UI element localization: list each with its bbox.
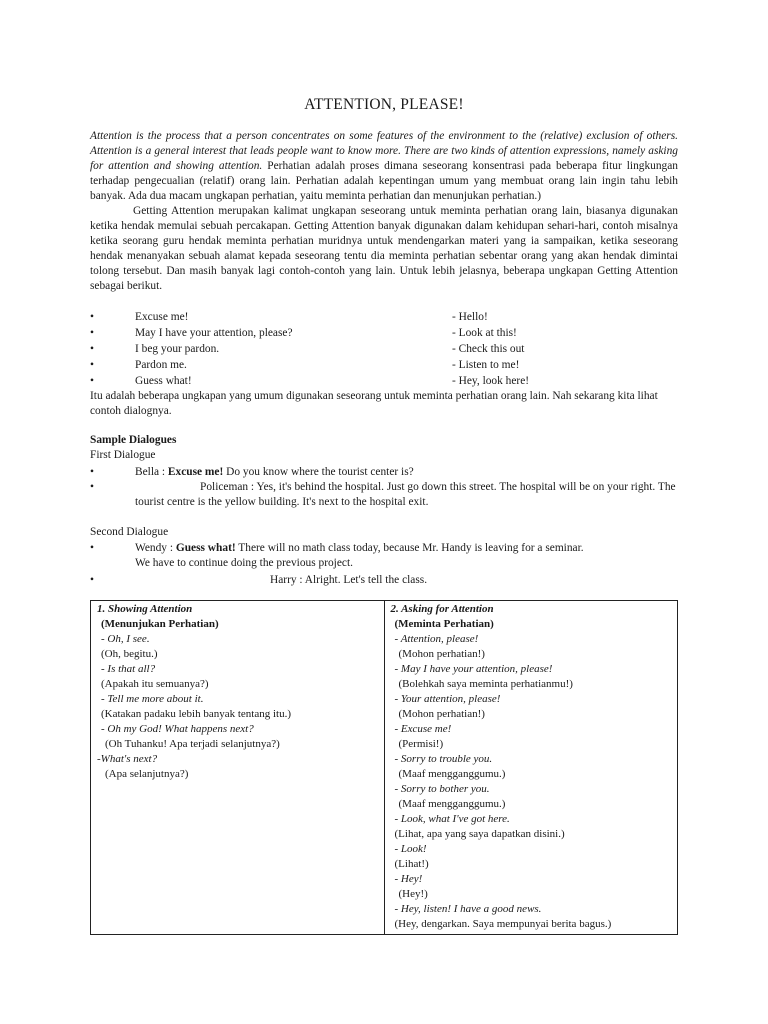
expression-id: (Oh Tuhanku! Apa terjadi selanjutnya?) (105, 738, 280, 750)
column-heading: 2. Asking for Attention (390, 603, 494, 615)
expression-en: - Sorry to bother you. (394, 783, 490, 795)
intro-indonesian-definition: Perhatian adalah proses dimana seseorang konsentrasi pada beberapa fitur lingkungan terhadap pengecualian (relatif) orang lain. Perhatian adalah kepentingan umum yang membuat orang lain ingin tahu lebih banyak. Ada dua macam ungkapan perhatian, yaitu meminta perhatian dan menunjukan perhatian.) (90, 160, 678, 202)
intro-english-definition: Attention is the process that a person concentrates on some features of the environment to the (relative) exclusion of others. Attention is a general interest that leads people want to know more. There are two kinds of attention expressions, namely asking for attention and showing attention. (90, 130, 678, 172)
expression-id: (Hey, dengarkan. Saya mempunyai berita bagus.) (394, 918, 612, 930)
bullet-icon: • (90, 343, 94, 355)
dialogue-text: Harry : Alright. Let's tell the class. (270, 574, 428, 586)
expression-right: - Listen to me! (452, 359, 520, 371)
bullet-icon: • (90, 311, 94, 323)
expression-en: - Attention, please! (394, 633, 479, 645)
dialogue-text: Policeman : Yes, it's behind the hospital. Just go down this street. The hospital will be on your right. The tourist centre is the yellow building. It's next to the hospital exit. (135, 481, 676, 508)
expression-bold: Guess what! (175, 542, 236, 554)
showing-attention-column (91, 601, 385, 935)
list-item (90, 309, 678, 325)
dialogue-line (90, 464, 678, 480)
bullet-icon: • (90, 327, 94, 339)
second-dialogue-label: Second Dialogue (90, 526, 169, 538)
expression-id: (Mohon perhatian!) (398, 648, 485, 660)
expression-en: -What's next? (97, 753, 158, 765)
expression-en: - Is that all? (101, 663, 156, 675)
expression-bold: Excuse me! (167, 466, 224, 478)
column-heading: 1. Showing Attention (97, 603, 193, 615)
column-subheading: (Menunjukan Perhatian) (101, 618, 219, 630)
expression-en: - Your attention, please! (394, 693, 501, 705)
expression-id: (Apakah itu semuanya?) (101, 678, 209, 690)
list-item (90, 325, 678, 341)
expression-en: - Tell me more about it. (101, 693, 204, 705)
expression-id: (Hey!) (398, 888, 428, 900)
expression-id: (Lihat, apa yang saya dapatkan disini.) (394, 828, 565, 840)
dialogue-text: There will no math class today, because Mr. Handy is leaving for a seminar. (235, 542, 584, 554)
expression-left: Guess what! (135, 375, 192, 387)
bullet-icon: • (90, 542, 94, 554)
expression-right: - Hey, look here! (452, 375, 530, 387)
bullet-icon: • (90, 481, 94, 493)
dialogue-continuation: We have to continue doing the previous project. (135, 557, 353, 569)
bullet-icon: • (90, 466, 94, 478)
after-list-text: Itu adalah beberapa ungkapan yang umum digunakan seseorang untuk meminta perhatian orang lain. Nah sekarang kita lihat contoh dialognya. (90, 390, 658, 417)
expression-id: (Bolehkah saya meminta perhatianmu!) (398, 678, 573, 690)
sample-dialogues-heading: Sample Dialogues (90, 434, 177, 446)
expression-en: - May I have your attention, please! (394, 663, 553, 675)
bullet-icon: • (90, 574, 94, 586)
expression-en: - Hey, listen! I have a good news. (394, 903, 542, 915)
expression-en: - Look! (394, 843, 427, 855)
expression-left: I beg your pardon. (135, 343, 220, 355)
expression-left: May I have your attention, please? (135, 327, 293, 339)
expression-id: (Maaf mengganggumu.) (398, 768, 506, 780)
first-dialogue-label: First Dialogue (90, 449, 156, 461)
expression-left: Excuse me! (135, 311, 189, 323)
expression-id: (Permisi!) (398, 738, 444, 750)
expression-left: Pardon me. (135, 359, 187, 371)
expression-list (90, 309, 678, 389)
attention-table (90, 600, 678, 935)
expression-right: - Look at this! (452, 327, 517, 339)
column-subheading: (Meminta Perhatian) (394, 618, 494, 630)
expression-id: (Apa selanjutnya?) (105, 768, 189, 780)
dialogue-line (90, 480, 678, 510)
asking-attention-column (384, 601, 678, 935)
expression-id: (Maaf mengganggumu.) (398, 798, 506, 810)
dialogue-line (90, 572, 678, 588)
list-item (90, 373, 678, 389)
intro-paragraph-2: Getting Attention merupakan kalimat ungkapan seseorang untuk meminta perhatian orang lain, biasanya digunakan ketika hendak memulai sebuah percakapan. Getting Attention banyak digunakan dalam kehidupan sehari-hari, contoh misalnya ketika seorang guru hendak meminta perhatian muridnya untuk mendengarkan materi yang ia sampaikan, ketika seseorang hendak menanyakan sebuah alamat kepada seseorang tentu dia meminta perhatian sebentar orang yang akan hendak dimintai tolong tersebut. Dan masih banyak lagi contoh-contoh yang lain. Untuk lebih jelasnya, beberapa ungkapan Getting Attention sebagai berikut. (90, 205, 678, 292)
second-dialogue (90, 541, 678, 588)
expression-id: (Lihat!) (394, 858, 429, 870)
expression-en: - Oh my God! What happens next? (101, 723, 254, 735)
first-dialogue (90, 464, 678, 510)
expression-id: (Katakan padaku lebih banyak tentang itu.) (101, 708, 291, 720)
expression-id: (Mohon perhatian!) (398, 708, 485, 720)
list-item (90, 341, 678, 357)
expression-en: - Oh, I see. (101, 633, 150, 645)
expression-en: - Sorry to trouble you. (394, 753, 493, 765)
dialogue-line (90, 541, 678, 571)
bullet-icon: • (90, 359, 94, 371)
bullet-icon: • (90, 375, 94, 387)
expression-en: - Look, what I've got here. (394, 813, 510, 825)
intro-text (90, 129, 678, 294)
list-item (90, 357, 678, 373)
speaker: Wendy : (135, 542, 176, 554)
expression-id: (Oh, begitu.) (101, 648, 158, 660)
speaker: Bella : (135, 466, 168, 478)
expression-en: - Hey! (394, 873, 423, 885)
page-title: ATTENTION, PLEASE! (304, 96, 464, 113)
expression-right: - Hello! (452, 311, 488, 323)
expression-right: - Check this out (452, 343, 525, 355)
intro-paragraph-1 (90, 129, 678, 204)
dialogue-text: Do you know where the tourist center is? (223, 466, 414, 478)
expression-en: - Excuse me! (394, 723, 452, 735)
